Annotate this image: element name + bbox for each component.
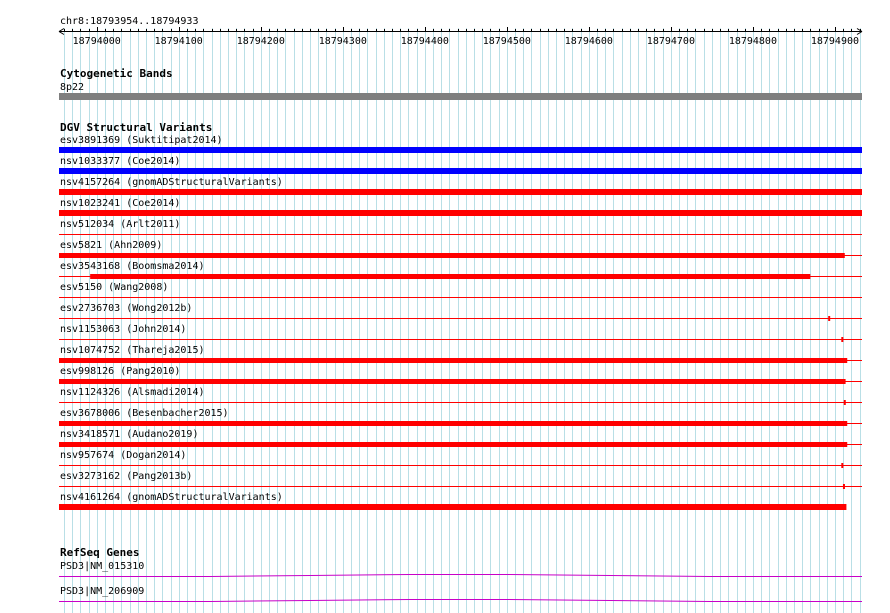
dgv-feature-label[interactable]: nsv4161264 (gnomADStructuralVariants) <box>60 492 283 503</box>
dgv-feature-label[interactable]: nsv1033377 (Coe2014) <box>60 156 181 167</box>
dgv-feature-bar[interactable] <box>59 253 845 258</box>
dgv-feature-bar[interactable] <box>59 358 847 363</box>
ruler-tick-label: 18794500 <box>482 36 531 47</box>
ruler-tick-label: 18794000 <box>72 36 121 47</box>
dgv-feature-end-marker <box>841 337 843 342</box>
dgv-feature-label[interactable]: esv5821 (Ahn2009) <box>60 240 163 251</box>
cytoband-8p22[interactable] <box>59 93 862 100</box>
dgv-feature-label[interactable]: nsv1023241 (Coe2014) <box>60 198 181 209</box>
grid-lines <box>65 28 861 613</box>
dgv-feature-end-marker <box>843 484 845 489</box>
dgv-feature-bar[interactable] <box>59 379 846 384</box>
ruler-tick-label: 18794400 <box>400 36 449 47</box>
dgv-feature-label[interactable]: nsv1153063 (John2014) <box>60 324 187 335</box>
dgv-feature-bar[interactable] <box>59 147 862 153</box>
dgv-feature-bar[interactable] <box>59 504 846 510</box>
dgv-feature-label[interactable]: esv3678006 (Besenbacher2015) <box>60 408 229 419</box>
region-label: chr8:18793954..18794933 <box>60 16 199 27</box>
dgv-feature-label[interactable]: esv998126 (Pang2010) <box>60 366 181 377</box>
gene-label[interactable]: PSD3|NM_015310 <box>60 561 145 572</box>
dgv-feature-label[interactable]: nsv512034 (Arlt2011) <box>60 219 181 230</box>
coordinate-ruler[interactable] <box>59 27 862 47</box>
refseq-track-title[interactable]: RefSeq Genes <box>60 546 140 559</box>
ruler-tick-label: 18794300 <box>318 36 367 47</box>
dgv-feature-bar[interactable] <box>59 442 847 447</box>
dgv-feature-label[interactable]: nsv957674 (Dogan2014) <box>60 450 187 461</box>
dgv-feature-label[interactable]: nsv1124326 (Alsmadi2014) <box>60 387 205 398</box>
dgv-feature-end-marker <box>844 400 846 405</box>
dgv-feature-bar[interactable] <box>59 421 847 426</box>
ruler-tick-label: 18794100 <box>154 36 203 47</box>
dgv-feature-label[interactable]: esv2736703 (Wong2012b) <box>60 303 193 314</box>
dgv-feature-label[interactable]: esv5150 (Wang2008) <box>60 282 169 293</box>
dgv-feature-end-marker <box>841 463 843 468</box>
dgv-feature-label[interactable]: esv3891369 (Suktitipat2014) <box>60 135 223 146</box>
ruler-tick-label: 18794700 <box>646 36 695 47</box>
dgv-feature-label[interactable]: nsv1074752 (Thareja2015) <box>60 345 205 356</box>
gene-label[interactable]: PSD3|NM_206909 <box>60 586 145 597</box>
dgv-feature-label[interactable]: nsv3418571 (Audano2019) <box>60 429 199 440</box>
dgv-feature-bar[interactable] <box>59 189 862 195</box>
dgv-feature-label[interactable]: esv3543168 (Boomsma2014) <box>60 261 205 272</box>
dgv-track-title[interactable]: DGV Structural Variants <box>60 121 213 134</box>
dgv-feature-bar[interactable] <box>59 168 862 174</box>
dgv-feature-label[interactable]: esv3273162 (Pang2013b) <box>60 471 193 482</box>
ruler-tick-label: 18794200 <box>236 36 285 47</box>
ruler-tick-label: 18794900 <box>810 36 860 47</box>
dgv-feature-bar[interactable] <box>59 210 862 216</box>
ruler-tick-label: 18794800 <box>728 36 777 47</box>
ruler-tick-label: 18794600 <box>564 36 613 47</box>
dgv-feature-end-marker <box>828 316 830 321</box>
dgv-feature-bar[interactable] <box>90 274 810 279</box>
dgv-feature-label[interactable]: nsv4157264 (gnomADStructuralVariants) <box>60 177 283 188</box>
cytoband-track-title[interactable]: Cytogenetic Bands <box>60 67 173 80</box>
cytoband-label: 8p22 <box>60 82 85 93</box>
